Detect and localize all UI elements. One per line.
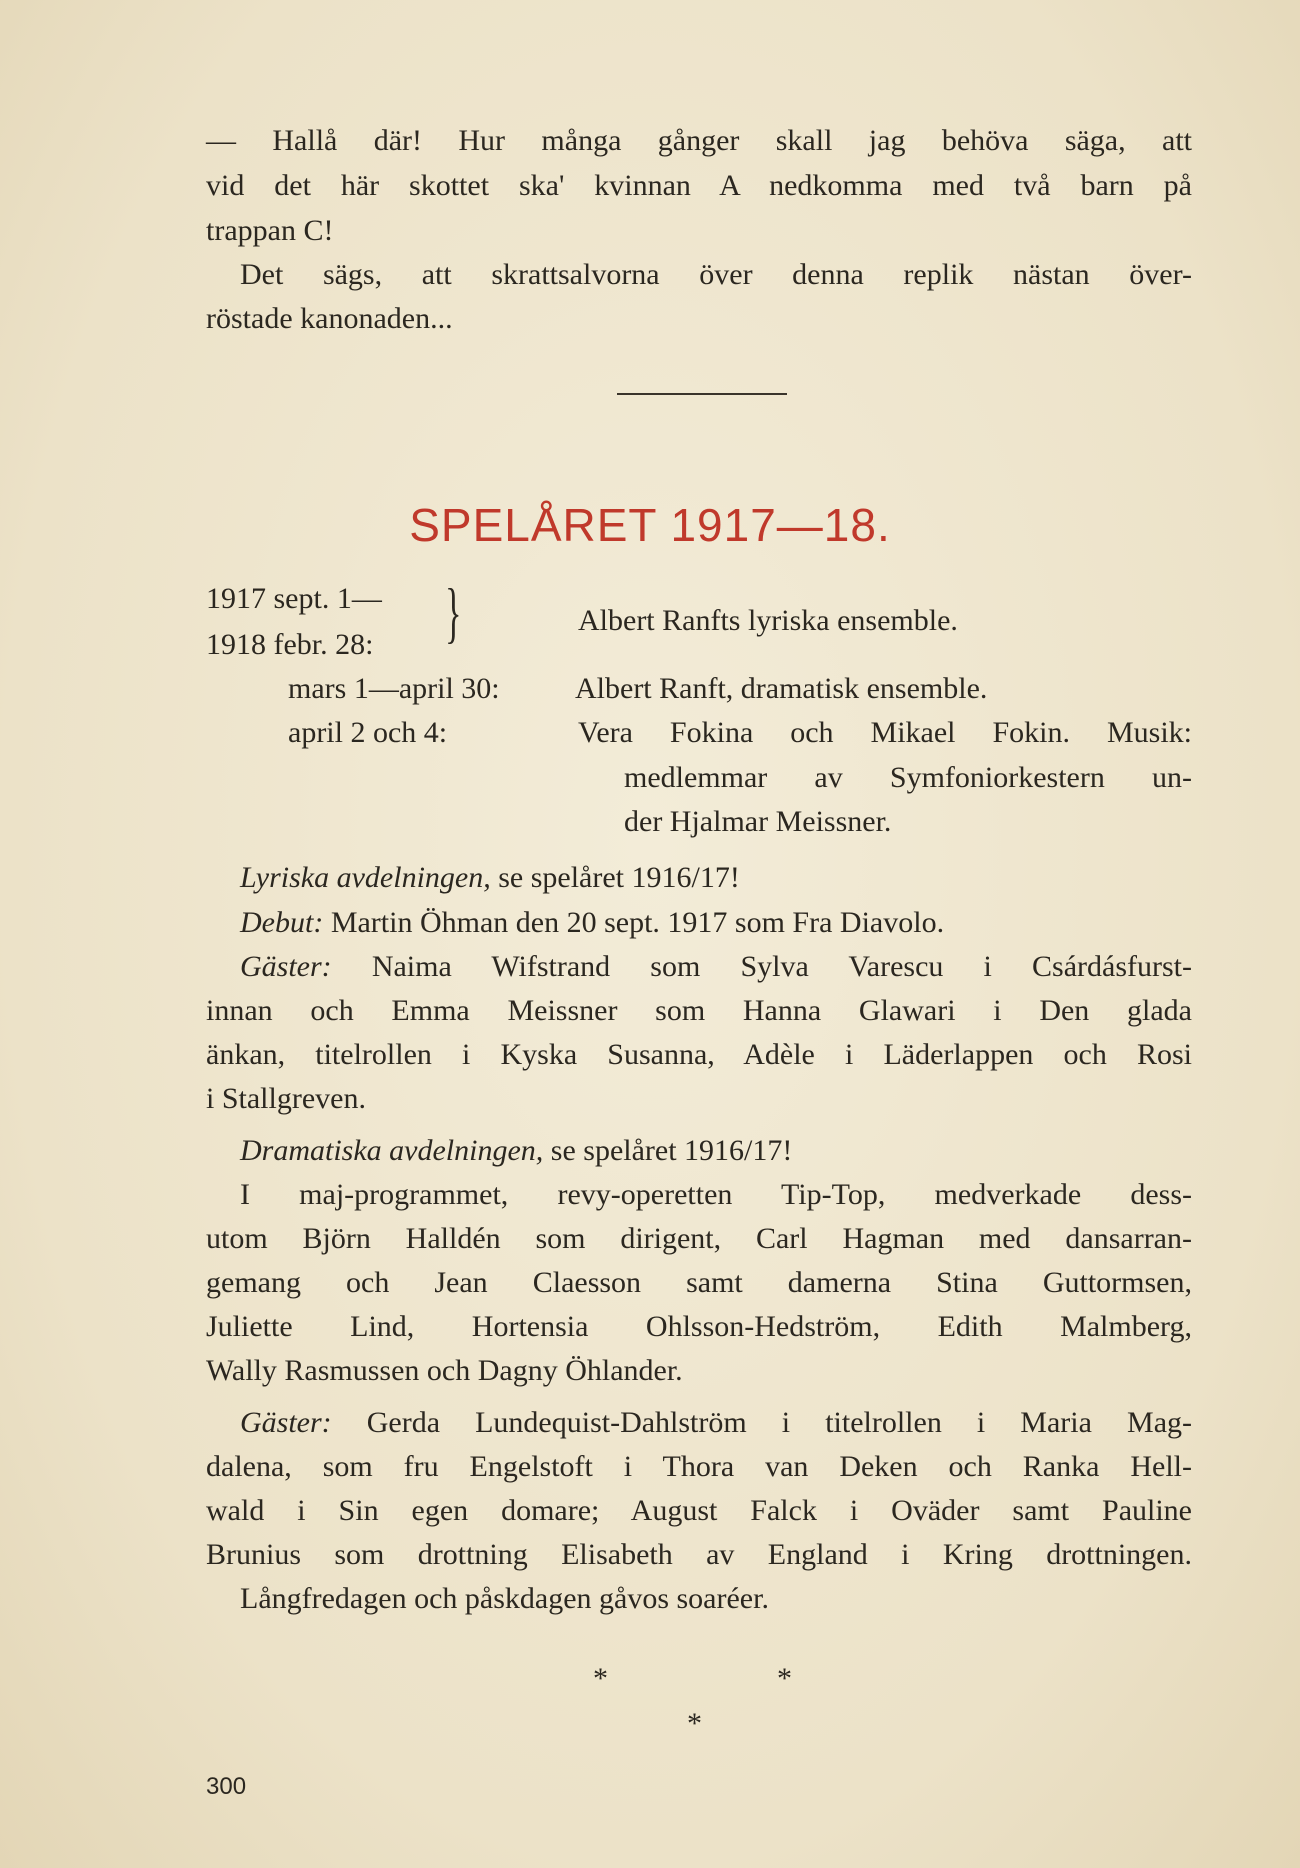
italic-label: Debut: xyxy=(240,906,324,939)
schedule-entry: Albert Ranfts lyriska ensemble. xyxy=(578,604,958,637)
paragraph-line: Långfredagen och påskdagen gåvos soaréer. xyxy=(240,1582,769,1615)
schedule-entry: Albert Ranft, dramatisk ensemble. xyxy=(575,672,988,705)
schedule-date: mars 1—april 30: xyxy=(288,672,500,705)
section-title: SPELÅRET 1917—18. xyxy=(409,499,891,551)
schedule-entry: medlemmar av Symfoniorkestern un- xyxy=(624,761,1192,794)
italic-label: Dramatiska avdelningen, xyxy=(240,1134,544,1167)
schedule-date: 1917 sept. 1— xyxy=(206,582,382,615)
paragraph-line xyxy=(240,1128,1192,1173)
text-line: Det sägs, att skrattsalvorna över denna replik nästan över- xyxy=(240,258,1192,291)
brace-glyph: } xyxy=(445,574,462,650)
asterism-star: * xyxy=(777,1662,792,1695)
italic-label: Lyriska avdelningen, xyxy=(240,861,491,894)
text-line: trappan C! xyxy=(206,214,334,247)
schedule-date: 1918 febr. 28: xyxy=(206,628,374,661)
paragraph-line: Brunius som drottning Elisabeth av England i Kring drottningen. xyxy=(206,1538,1192,1571)
paragraph-line: Juliette Lind, Hortensia Ohlsson-Hedström, Edith Malmberg, xyxy=(206,1310,1192,1343)
schedule-entry: der Hjalmar Meissner. xyxy=(624,805,892,838)
paragraph-line: utom Björn Halldén som dirigent, Carl Hagman med dansarran- xyxy=(206,1222,1192,1255)
paragraph-line: i Stallgreven. xyxy=(206,1082,366,1115)
paragraph-line: wald i Sin egen domare; August Falck i Oväder samt Pauline xyxy=(206,1494,1192,1527)
paragraph-line: innan och Emma Meissner som Hanna Glawari i Den glada xyxy=(206,994,1192,1027)
text-line: röstade kanonaden... xyxy=(206,302,453,335)
schedule-date: april 2 och 4: xyxy=(288,716,448,749)
asterism-star: * xyxy=(593,1662,608,1695)
paragraph-text: Naima Wifstrand som Sylva Varescu i Csárdásfurst- xyxy=(331,950,1192,983)
paragraph-line xyxy=(240,900,1192,945)
paragraph-line: gemang och Jean Claesson samt damerna Stina Guttormsen, xyxy=(206,1266,1192,1299)
schedule-entry: Vera Fokina och Mikael Fokin. Musik: xyxy=(578,716,1192,749)
paragraph-line xyxy=(240,1400,1192,1445)
italic-label: Gäster: xyxy=(240,1406,332,1439)
asterism-star: * xyxy=(687,1707,702,1740)
page-number: 300 xyxy=(206,1773,247,1800)
paragraph-text: se spelåret 1916/17! xyxy=(490,861,740,894)
paragraph-line xyxy=(240,855,1192,900)
paragraph-text: Gerda Lundequist-Dahlström i titelrollen i Maria Mag- xyxy=(331,1406,1192,1439)
text-line: vid det här skottet ska' kvinnan A nedkomma med två barn på xyxy=(206,169,1192,202)
paragraph-line: Wally Rasmussen och Dagny Öhlander. xyxy=(206,1354,683,1387)
paragraph-text: se spelåret 1916/17! xyxy=(543,1134,793,1167)
paragraph-line xyxy=(240,944,1192,989)
text-line: — Hallå där! Hur många gånger skall jag behöva säga, att xyxy=(206,124,1192,157)
paragraph-text: Martin Öhman den 20 sept. 1917 som Fra Diavolo. xyxy=(323,906,945,939)
paragraph-line: änkan, titelrollen i Kyska Susanna, Adèle i Läderlappen och Rosi xyxy=(206,1038,1192,1071)
paragraph-line: dalena, som fru Engelstoft i Thora van Deken och Ranka Hell- xyxy=(206,1450,1192,1483)
divider-rule xyxy=(617,393,787,395)
italic-label: Gäster: xyxy=(240,950,332,983)
paragraph-line: I maj-programmet, revy-operetten Tip-Top, medverkade dess- xyxy=(240,1178,1192,1211)
